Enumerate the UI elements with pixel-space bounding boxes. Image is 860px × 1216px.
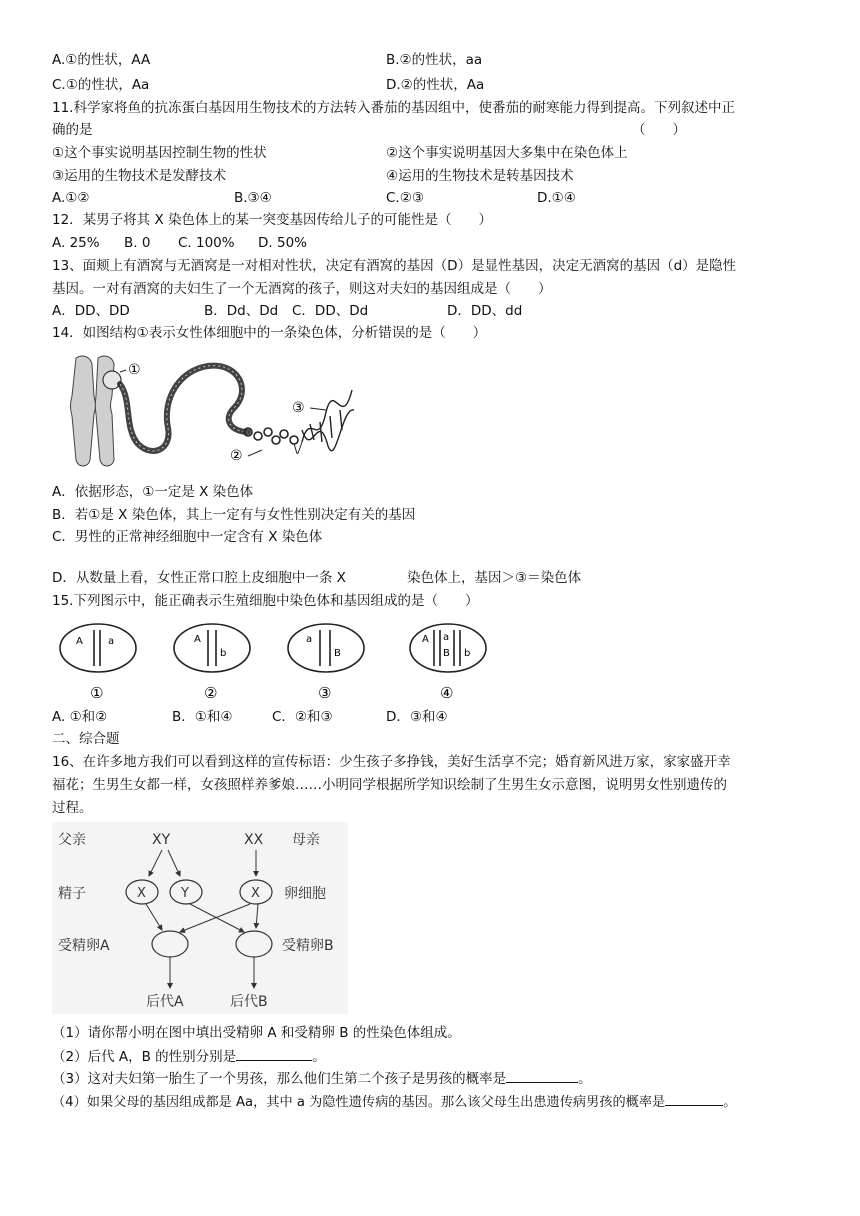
father-genotype: XY (152, 832, 171, 848)
cell-4 (410, 624, 486, 702)
cell-1-gene-1: A (76, 636, 83, 647)
q15-option-a: A. ①和② (52, 709, 108, 725)
q11-option-b: B.③④ (234, 190, 272, 206)
cell-2-number: ② (204, 684, 218, 702)
q15-option-c: C．②和③ (272, 709, 333, 725)
egg-label: 卵细胞 (284, 886, 326, 902)
q16-sub3-end: 。 (578, 1071, 592, 1087)
cell-2-gene-1: A (194, 634, 201, 645)
nucleosome-beads (244, 428, 298, 444)
cell-2 (174, 624, 250, 702)
q16-stem-line3: 过程。 (52, 800, 93, 816)
cell-4-number: ④ (440, 684, 454, 702)
q11-answer-bracket: （ ） (632, 122, 686, 138)
q16-stem-line1: 16、在许多地方我们可以看到这样的宣传标语：少生孩子多挣钱，美好生活享不完；婚育新风进万家，家家盛开幸 (52, 754, 731, 770)
figure-label-2: ② (230, 448, 243, 464)
q14-stem: 14．如图结构①表示女性体细胞中的一条染色体，分析错误的是（ ） (52, 325, 487, 341)
q11-option-c: C.②③ (386, 190, 424, 206)
q11-option-a: A.①② (52, 190, 90, 206)
dna-double-helix (302, 390, 354, 451)
q11-option-d: D.①④ (537, 190, 576, 206)
zygote-b-label: 受精卵B (282, 938, 334, 954)
figure-label-3: ③ (292, 400, 305, 416)
cell-4-gene-3: B (443, 648, 450, 659)
coiled-chromatin (120, 366, 248, 451)
q12-option-a: A. 25% (52, 235, 100, 251)
q16-sub4-text: （4）如果父母的基因组成都是 Aa，其中 a 为隐性遗传病的基因。那么该父母生出患遗传病男孩的概率是 (52, 1095, 666, 1110)
q11-statement-4: ④运用的生物技术是转基因技术 (386, 168, 574, 184)
cell-2-gene-2: b (220, 648, 227, 659)
q16-sub2 (52, 1046, 326, 1067)
q16-sub4 (52, 1091, 736, 1113)
zygote-a-label: 受精卵A (58, 938, 110, 954)
q13-option-c: C．DD、Dd (292, 303, 369, 319)
q16-sub3-answer-blank[interactable] (506, 1068, 578, 1083)
q10-option-b: B.②的性状，aa (386, 52, 483, 68)
q16-stem-line2: 福花；生男生女都一样，女孩照样养爹娘……小明同学根据所学知识绘制了生男生女示意图，说明男女性别遗传的 (52, 777, 727, 793)
cell-3-gene-1: a (306, 634, 313, 645)
q15-option-b: B．①和④ (172, 709, 233, 725)
q12-option-c: C. 100% (178, 235, 235, 251)
sperm-y: Y (181, 886, 189, 901)
q16-sub4-answer-blank[interactable] (665, 1091, 723, 1106)
q11-statement-2: ②这个事实说明基因大多集中在染色体上 (386, 145, 628, 161)
q16-sub1: （1）请你帮小明在图中填出受精卵 A 和受精卵 B 的性染色体组成。 (52, 1025, 461, 1041)
q14-option-a: A．依据形态，①一定是 X 染色体 (52, 484, 254, 500)
sex-inheritance-diagram (52, 822, 348, 1014)
cell-4-gene-2: a (443, 632, 450, 643)
cell-3 (288, 624, 364, 702)
q10-option-c: C.①的性状，Aa (52, 77, 150, 93)
q12-option-d: D. 50% (258, 235, 307, 251)
father-label: 父亲 (58, 832, 86, 848)
q13-stem-line2: 基因。一对有酒窝的夫妇生了一个无酒窝的孩子，则这对夫妇的基因组成是（ ） (52, 281, 552, 297)
q11-stem-line1: 11.科学家将鱼的抗冻蛋白基因用生物技术的方法转入番茄的基因组中，使番茄的耐寒能力得到提高。下列叙述中正 (52, 100, 735, 116)
cell-3-number: ③ (318, 684, 332, 702)
q11-statement-1: ①这个事实说明基因控制生物的性状 (52, 145, 267, 161)
q14-chromosome-figure (62, 350, 362, 474)
q14-option-c: C．男性的正常神经细胞中一定含有 X 染色体 (52, 529, 323, 545)
figure-label-1: ① (128, 362, 141, 378)
cell-1-number: ① (90, 684, 104, 702)
q13-option-d: D．DD、dd (447, 303, 523, 319)
q13-stem-line1: 13、面颊上有酒窝与无酒窝是一对相对性状，决定有酒窝的基因（D）是显性基因，决定无酒窝的基因（d）是隐性 (52, 258, 737, 274)
q16-sub3 (52, 1068, 592, 1089)
q16-sub2-answer-blank[interactable] (236, 1046, 312, 1061)
cell-1-gene-2: a (108, 636, 115, 647)
q12-option-b: B. 0 (124, 235, 151, 251)
q16-sub3-text: （3）这对夫妇第一胎生了一个男孩，那么他们生第二个孩子是男孩的概率是 (52, 1071, 507, 1087)
offspring-a-label: 后代A (146, 994, 184, 1010)
q14-option-d-part2: 染色体上，基因＞③＝染色体 (407, 570, 582, 586)
q10-option-d: D.②的性状，Aa (386, 77, 485, 93)
q16-sub4-end: 。 (723, 1095, 737, 1110)
q15-cell-figure (52, 618, 492, 706)
q14-option-b: B．若①是 X 染色体，其上一定有与女性性别决定有关的基因 (52, 507, 416, 523)
cell-4-gene-1: A (422, 634, 429, 645)
q10-option-a: A.①的性状，AA (52, 52, 151, 68)
q13-option-b: B．Dd、Dd (204, 303, 279, 319)
q14-option-d-part1: D．从数量上看，女性正常口腔上皮细胞中一条 X (52, 570, 346, 586)
q15-option-d: D．③和④ (386, 709, 448, 725)
cell-4-gene-4: b (464, 648, 471, 659)
q12-stem: 12．某男子将其 X 染色体上的某一突变基因传给儿子的可能性是（ ） (52, 212, 493, 228)
sperm-x: X (137, 886, 146, 901)
q13-option-a: A．DD、DD (52, 303, 130, 319)
egg-x: X (251, 886, 260, 901)
offspring-b-label: 后代B (230, 994, 268, 1010)
cell-3-gene-2: B (334, 648, 341, 659)
cell-1 (60, 624, 136, 702)
q16-sub2-end: 。 (312, 1049, 326, 1065)
section-title: 二、综合题 (52, 731, 120, 747)
q11-statement-3: ③运用的生物技术是发酵技术 (52, 168, 227, 184)
mother-label: 母亲 (292, 832, 320, 848)
q11-stem-line2: 确的是 (52, 122, 93, 138)
q16-sub2-text: （2）后代 A，B 的性别分别是 (52, 1049, 237, 1065)
mother-genotype: XX (244, 832, 264, 848)
q15-stem: 15.下列图示中，能正确表示生殖细胞中染色体和基因组成的是（ ） (52, 593, 479, 609)
sperm-label: 精子 (58, 886, 86, 902)
